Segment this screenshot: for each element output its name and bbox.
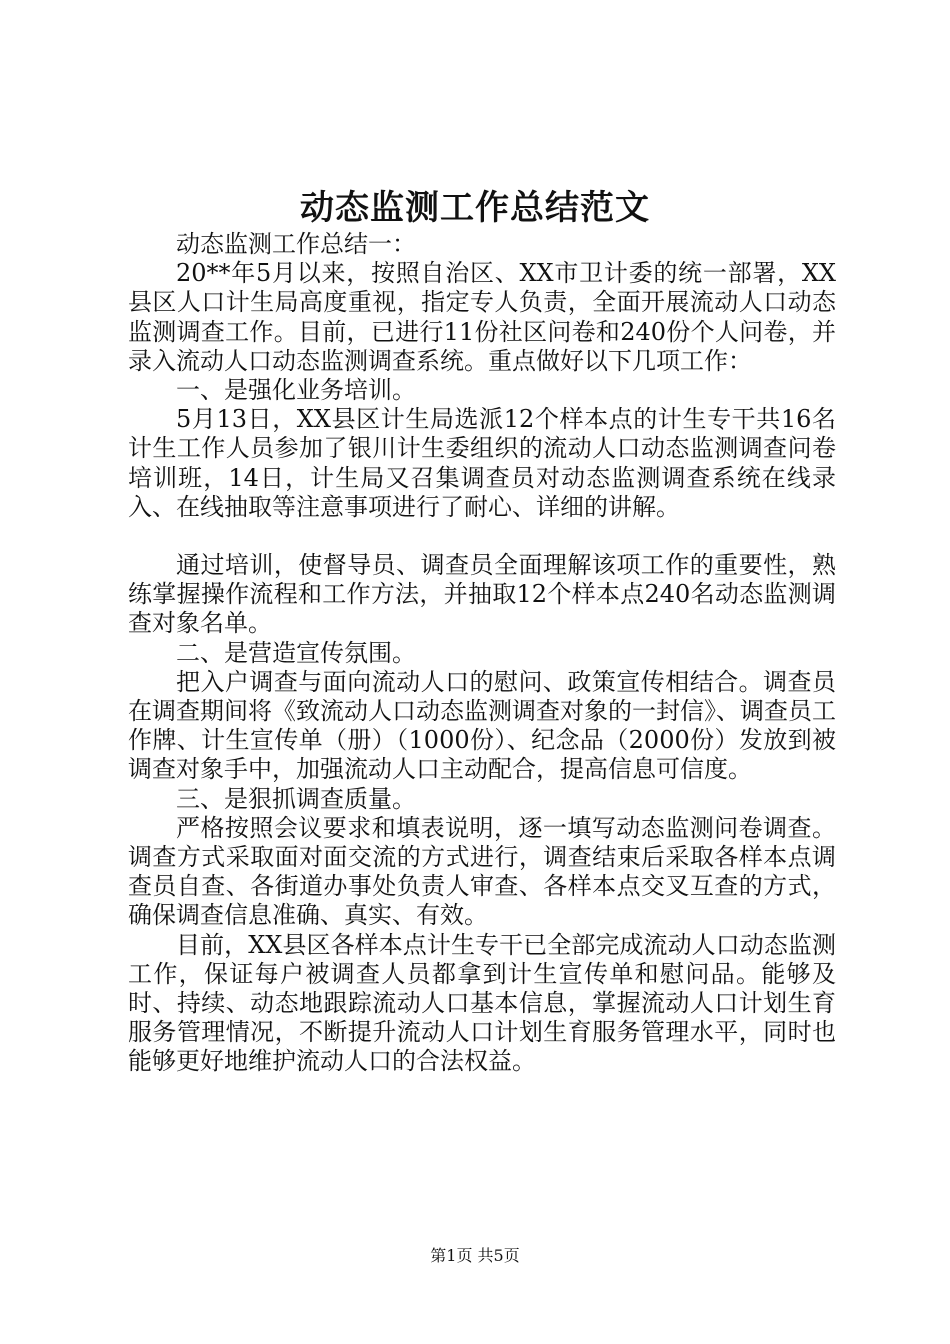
paragraph-heading-quality: 三、是狠抓调查质量。 xyxy=(176,784,416,813)
paragraph-quality-detail: 严格按照会议要求和填表说明，逐一填写动态监测问卷调查。调查方式采取面对面交流的方式进行，调查结束后采取各样本点调查员自查、各街道办事处负责人审查、各样本点交叉互查的方式，确保调查信息准确、真实、有效。 xyxy=(128,813,836,930)
page-number-footer: 第1页 共5页 xyxy=(430,1246,520,1265)
paragraph-section-heading: 动态监测工作总结一： xyxy=(176,230,416,258)
paragraph-conclusion: 目前，XX县区各样本点计生专干已全部完成流动人口动态监测工作，保证每户被调查人员都拿到计生宣传单和慰问品。能够及时、持续、动态地跟踪流动人口基本信息，掌握流动人口计划生育服务管理情况，不断提升流动人口计划生育服务管理水平，同时也能够更好地维护流动人口的合法权益。 xyxy=(128,930,836,1076)
paragraph-training-result: 通过培训，使督导员、调查员全面理解该项工作的重要性，熟练掌握操作流程和工作方法，并抽取12个样本点240名动态监测调查对象名单。 xyxy=(128,551,836,638)
paragraph-intro: 20**年5月以来，按照自治区、XX市卫计委的统一部署，XX县区人口计生局高度重视，指定专人负责，全面开展流动人口动态监测调查工作。目前，已进行11份社区问卷和240份个人问卷，并录入流动人口动态监测调查系统。重点做好以下几项工作： xyxy=(128,259,836,375)
document-title: 动态监测工作总结范文 xyxy=(300,188,650,228)
paragraph-heading-publicity: 二、是营造宣传氛围。 xyxy=(176,638,416,667)
paragraph-heading-training: 一、是强化业务培训。 xyxy=(176,376,416,405)
paragraph-publicity-detail: 把入户调查与面向流动人口的慰问、政策宣传相结合。调查员在调查期间将《致流动人口动态监测调查对象的一封信》、调查员工作牌、计生宣传单（册）（1000份）、纪念品（2000份）发放到被调查对象手中，加强流动人口主动配合，提高信息可信度。 xyxy=(128,667,836,784)
paragraph-training-detail: 5月13日，XX县区计生局选派12个样本点的计生专干共16名计生工作人员参加了银川计生委组织的流动人口动态监测调查问卷培训班，14日，计生局又召集调查员对动态监测调查系统在线录入、在线抽取等注意事项进行了耐心、详细的讲解。 xyxy=(128,405,836,521)
document-body xyxy=(128,230,836,1077)
